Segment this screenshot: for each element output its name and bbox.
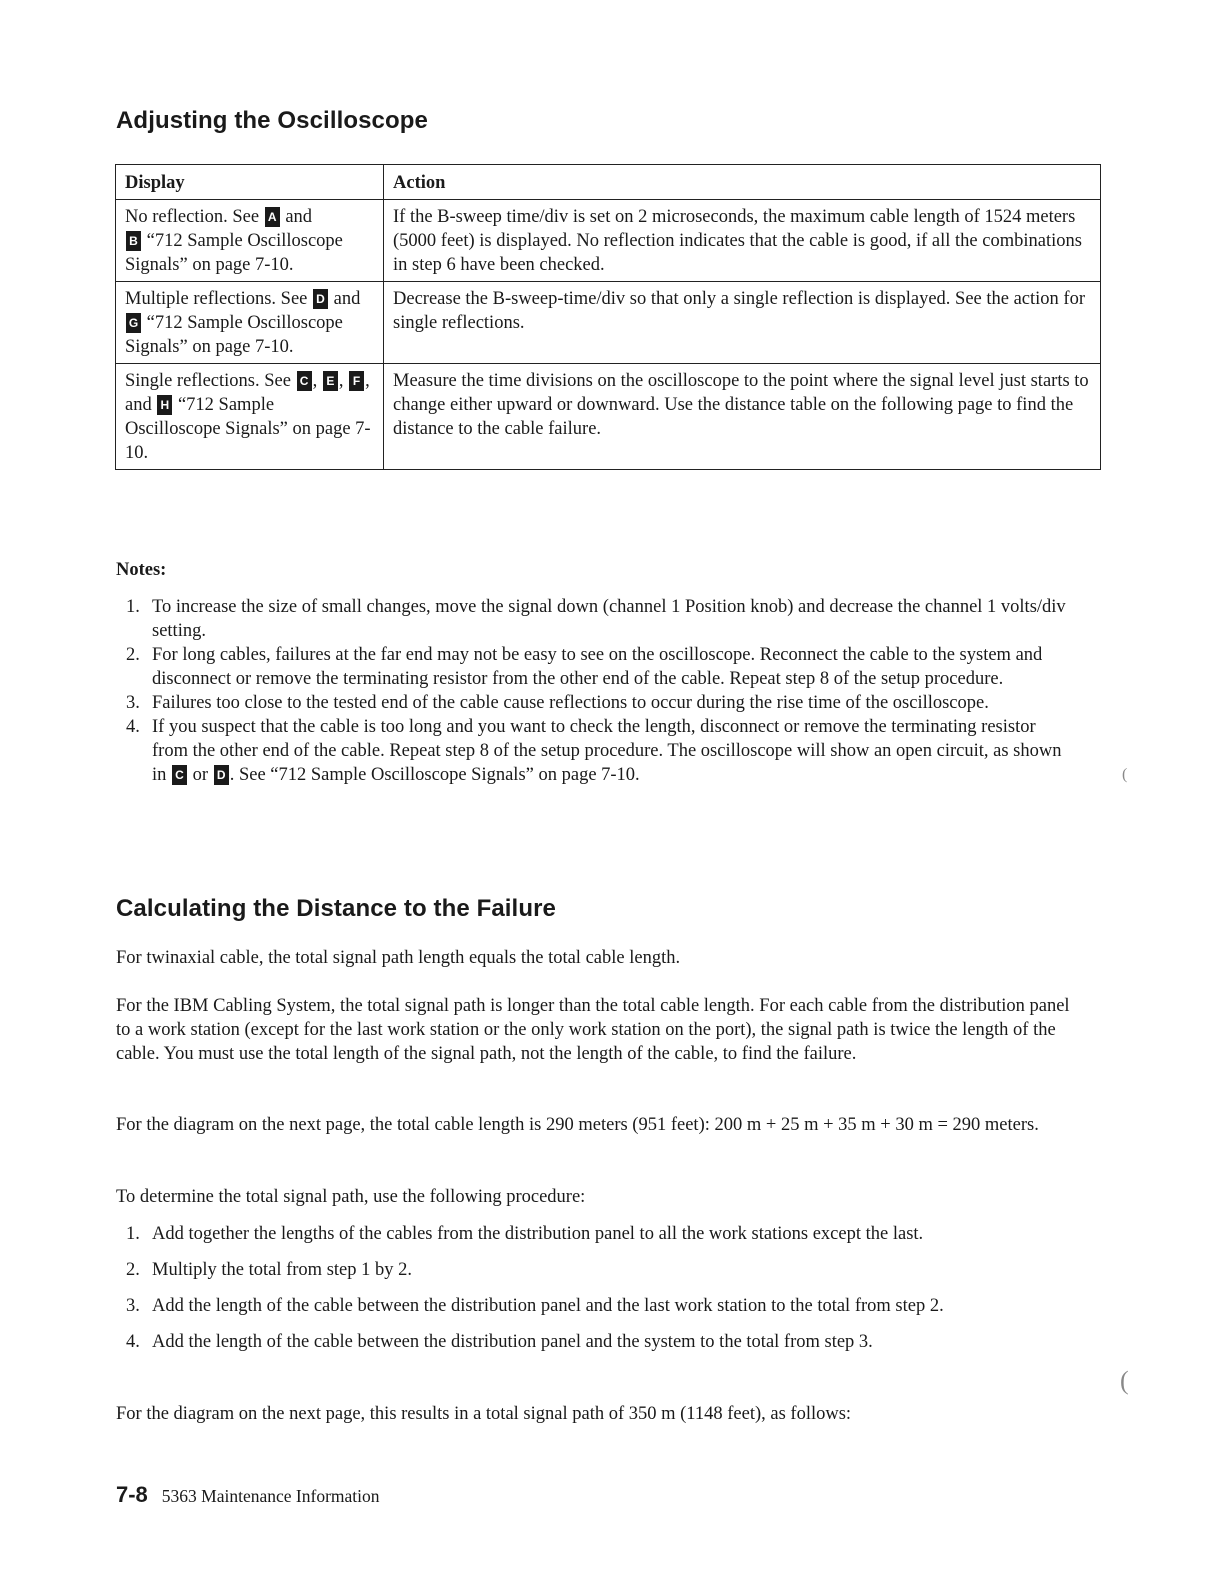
display-cell [116, 364, 384, 470]
table-row [116, 200, 1101, 282]
signal-badge: G [126, 313, 141, 333]
table-header-row [116, 165, 1101, 200]
display-text: , [312, 371, 322, 391]
header-action: Action [384, 165, 1101, 200]
display-text: and [329, 289, 361, 309]
page-footer [116, 1482, 380, 1508]
display-cell [116, 200, 384, 282]
scan-mark: ( [1122, 766, 1128, 783]
paragraph-ibm-cabling: For the IBM Cabling System, the total signal path is longer than the total cable length. For each cable from the distribution panel to a work station (except for the last work station or the only work station on the port), the signal path is twice the length of the cable. You must use the total length of the signal path, not the length of the cable, to find the failure. [116, 996, 1070, 1064]
signal-badge: E [323, 371, 338, 391]
paragraph-twinaxial: For twinaxial cable, the total signal path length equals the total cable length. [116, 948, 681, 968]
display-text: , and [125, 371, 370, 415]
note-text: or [188, 765, 213, 785]
note-text: Failures too close to the tested end of the cable cause reflections to occur during the rise time of the oscilloscope. [152, 693, 989, 713]
note-item [116, 715, 1076, 787]
step-text: Add the length of the cable between the distribution panel and the system to the total from step 3. [152, 1332, 873, 1352]
step-item [116, 1222, 1076, 1246]
note-item [116, 595, 1076, 643]
step-item [116, 1258, 1076, 1282]
table-row [116, 364, 1101, 470]
note-text: . See “712 Sample Oscilloscope Signals” on page 7-10. [229, 765, 640, 785]
item-number: 3. [126, 1296, 140, 1316]
section-title-calculating: Calculating the Distance to the Failure [116, 895, 556, 922]
signal-badge: B [126, 231, 141, 251]
item-number: 1. [126, 597, 140, 617]
display-text: “712 Sample Oscilloscope Signals” on page 7-10. [125, 395, 371, 463]
paragraph-procedure-intro: To determine the total signal path, use the following procedure: [116, 1187, 586, 1207]
display-text: and [280, 207, 313, 227]
action-cell: Decrease the B-sweep-time/div so that only a single reflection is displayed. See the action for single reflections. [384, 282, 1101, 364]
signal-badge: C [172, 765, 187, 785]
step-item [116, 1294, 1076, 1318]
signal-badge: D [214, 765, 229, 785]
section-title-adjusting: Adjusting the Oscilloscope [116, 107, 428, 134]
notes-list [116, 595, 1076, 787]
display-text: , [338, 371, 349, 391]
procedure-steps [116, 1222, 1076, 1366]
signal-badge: H [157, 395, 172, 415]
item-number: 3. [126, 693, 140, 713]
signal-badge: D [313, 289, 328, 309]
note-text: For long cables, failures at the far end may not be easy to see on the oscilloscope. Reconnect the cable to the system and disconnect or remove the terminating resistor from the other end of the cable. Repeat step 8 of the setup procedure. [152, 645, 1043, 689]
item-number: 2. [126, 1260, 140, 1280]
item-number: 4. [126, 1332, 140, 1352]
item-number: 2. [126, 645, 140, 665]
display-text: Multiple reflections. See [125, 289, 313, 309]
display-text: Single reflections. See [125, 371, 296, 391]
step-item [116, 1330, 1076, 1354]
signal-badge: C [297, 371, 312, 391]
header-display: Display [116, 165, 384, 200]
note-item [116, 691, 1076, 715]
notes-heading: Notes: [116, 560, 167, 580]
signal-badge: F [349, 371, 364, 391]
action-cell: If the B-sweep time/div is set on 2 microseconds, the maximum cable length of 1524 meters (5000 feet) is displayed. No reflection indicates that the cable is good, if all the combinations in step 6 have been checked. [384, 200, 1101, 282]
step-text: Add together the lengths of the cables from the distribution panel to all the work stations except the last. [152, 1224, 924, 1244]
action-cell: Measure the time divisions on the oscilloscope to the point where the signal level just starts to change either upward or downward. Use the distance table on the following page to find the distance to the cable failure. [384, 364, 1101, 470]
scan-mark: ( [1120, 1366, 1129, 1395]
page-number: 7-8 [116, 1482, 148, 1507]
display-text: “712 Sample Oscilloscope Signals” on page 7-10. [125, 231, 343, 275]
step-text: Add the length of the cable between the distribution panel and the last work station to the total from step 2. [152, 1296, 944, 1316]
note-item [116, 643, 1076, 691]
paragraph-total-cable: For the diagram on the next page, the total cable length is 290 meters (951 feet): 200 m + 25 m + 35 m + 30 m = 290 meters. [116, 1115, 1039, 1135]
item-number: 4. [126, 717, 140, 737]
item-number: 1. [126, 1224, 140, 1244]
note-text: If you suspect that the cable is too long and you want to check the length, disconnect or remove the terminating resistor from the other end of the cable. Repeat step 8 of the setup procedure. The oscilloscope will show an open circuit, as shown in [152, 717, 1062, 785]
display-cell [116, 282, 384, 364]
oscilloscope-table [115, 164, 1101, 470]
signal-badge: A [265, 207, 280, 227]
table-row [116, 282, 1101, 364]
display-text: No reflection. See [125, 207, 264, 227]
display-text: “712 Sample Oscilloscope Signals” on page 7-10. [125, 313, 343, 357]
step-text: Multiply the total from step 1 by 2. [152, 1260, 413, 1280]
paragraph-result: For the diagram on the next page, this results in a total signal path of 350 m (1148 feet), as follows: [116, 1404, 852, 1424]
note-text: To increase the size of small changes, move the signal down (channel 1 Position knob) and decrease the channel 1 volts/div setting. [152, 597, 1066, 641]
document-title: 5363 Maintenance Information [161, 1486, 380, 1506]
